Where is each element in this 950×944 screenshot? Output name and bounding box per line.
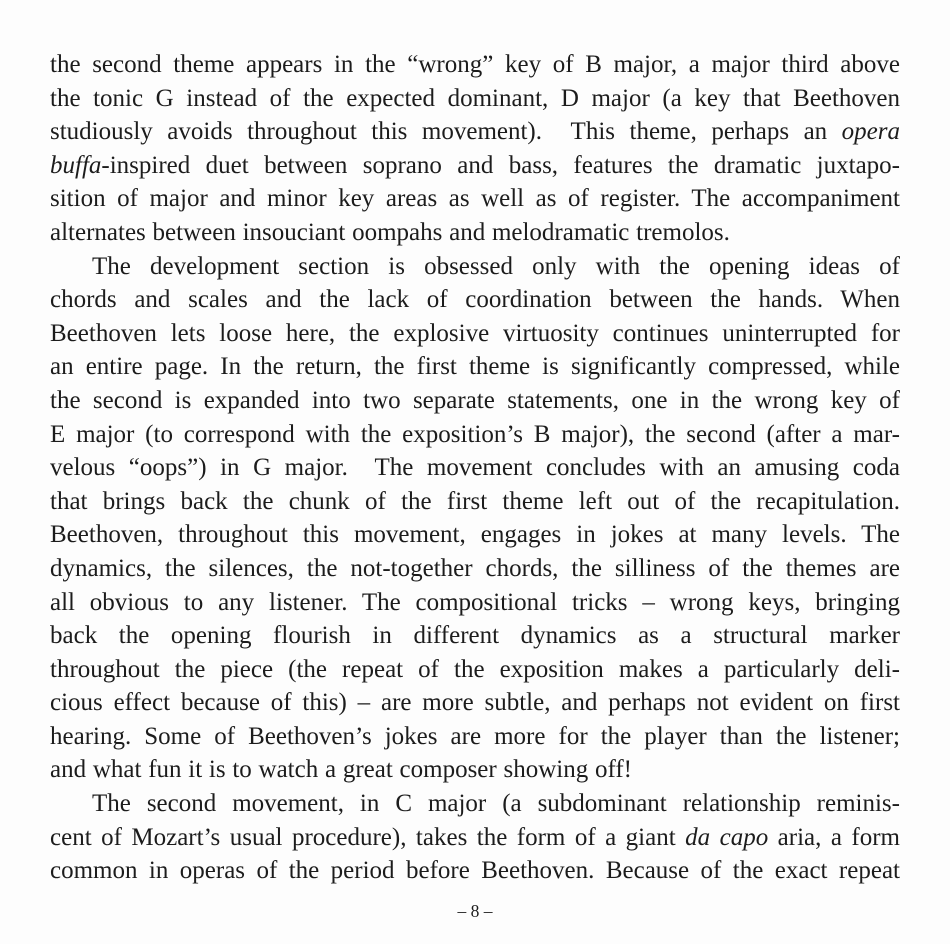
text-line: [50, 384, 900, 418]
text-segment: dynamics, the silences, the not-together chords, the silliness of the themes are: [50, 554, 900, 582]
text-line: [50, 686, 900, 720]
text-segment: cious effect because of this) – are more subtle, and perhaps not evident on first: [50, 689, 900, 717]
text-line: [50, 48, 900, 82]
text-line: [50, 250, 900, 284]
text-line: [50, 216, 900, 250]
text-line: [50, 653, 900, 687]
text-segment: the second is expanded into two separate statements, one in the wrong key of: [50, 386, 900, 414]
text-segment: cent of Mozart’s usual procedure), takes the form of a giant: [50, 823, 686, 851]
paragraph: [50, 250, 900, 788]
text-line: [50, 149, 900, 183]
text-line: [50, 350, 900, 384]
text-line: [50, 753, 900, 787]
text-segment: alternates between insouciant oompahs and melodramatic tremolos.: [50, 218, 730, 246]
paragraph: [50, 787, 900, 888]
text-line: [50, 619, 900, 653]
text-segment: chords and scales and the lack of coordination between the hands. When: [50, 286, 900, 314]
text-line: [50, 115, 900, 149]
text-segment: and what fun it is to watch a great composer showing off!: [50, 756, 632, 784]
text-segment: back the opening flourish in different dynamics as a structural marker: [50, 622, 900, 650]
text-segment: the second theme appears in the “wrong” key of B major, a major third above: [50, 51, 900, 78]
text-segment: hearing. Some of Beethoven’s jokes are more for the player than the listener;: [50, 722, 900, 750]
page-number: – 8 –: [457, 900, 493, 921]
text-segment: E major (to correspond with the exposition’s B major), the second (after a mar-: [50, 420, 900, 448]
text-segment: -inspired duet between soprano and bass, features the dramatic juxtapo-: [101, 151, 900, 179]
text-line: [50, 552, 900, 586]
text-segment: aria, a form: [768, 823, 900, 851]
text-segment: Beethoven lets loose here, the explosive virtuosity continues uninterrupted for: [50, 319, 900, 347]
text-line: [50, 720, 900, 754]
text-segment: all obvious to any listener. The compositional tricks – wrong keys, bringing: [50, 588, 900, 616]
text-line: [50, 586, 900, 620]
italic-text: opera: [841, 118, 900, 146]
text-segment: common in operas of the period before Beethoven. Because of the exact repeat: [50, 857, 900, 885]
text-line: [50, 451, 900, 485]
paragraph: [50, 48, 900, 250]
text-line: [50, 418, 900, 452]
text-segment: the tonic G instead of the expected dominant, D major (a key that Beethoven: [50, 84, 900, 112]
text-segment: sition of major and minor key areas as well as of register. The accompaniment: [50, 185, 900, 213]
text-line: [50, 821, 900, 855]
text-segment: that brings back the chunk of the first theme left out of the recapitulation.: [50, 487, 900, 515]
text-line: [50, 518, 900, 552]
text-line: [50, 82, 900, 116]
text-segment: studiously avoids throughout this movement). This theme, perhaps an: [50, 118, 842, 146]
text-line: [50, 485, 900, 519]
text-segment: Beethoven, throughout this movement, engages in jokes at many levels. The: [50, 521, 900, 549]
text-line: [50, 283, 900, 317]
text-segment: The second movement, in C major (a subdominant relationship reminis-: [92, 790, 900, 818]
page-footer: [0, 900, 950, 922]
text-line: [50, 854, 900, 888]
text-segment: throughout the piece (the repeat of the exposition makes a particularly deli-: [50, 655, 900, 683]
italic-text: buffa: [50, 151, 102, 179]
text-segment: velous “oops”) in G major. The movement concludes with an amusing coda: [50, 454, 900, 482]
italic-text: da capo: [685, 823, 769, 851]
text-line: [50, 317, 900, 351]
text-line: [50, 182, 900, 216]
text-segment: an entire page. In the return, the first theme is significantly compressed, while: [50, 353, 900, 381]
text-line: [50, 787, 900, 821]
text-segment: The development section is obsessed only with the opening ideas of: [92, 252, 900, 280]
